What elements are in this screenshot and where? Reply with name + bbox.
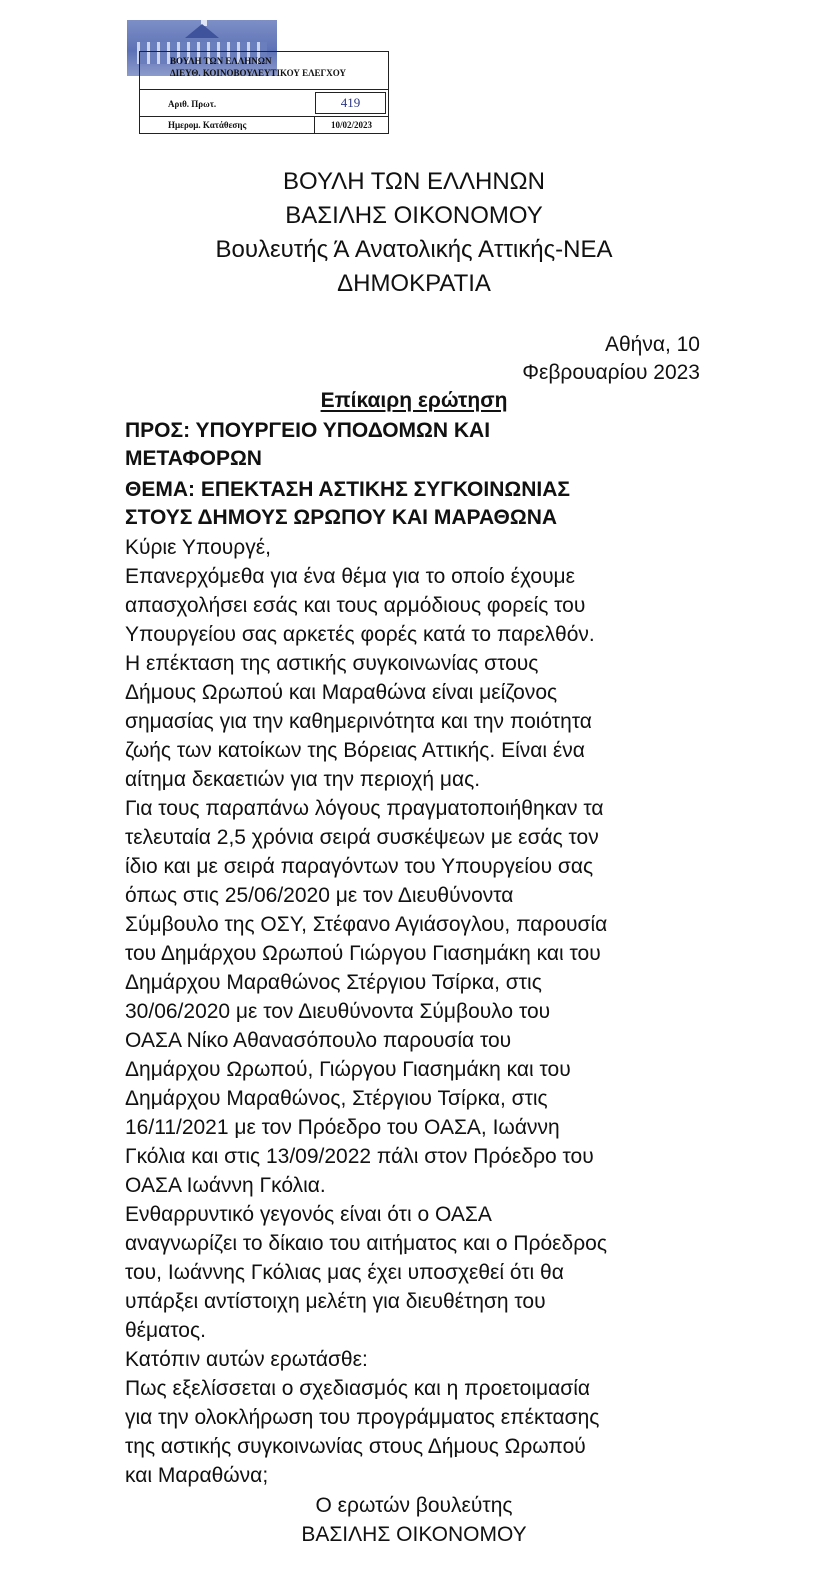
body-line: ζωής των κατοίκων της Βόρειας Αττικής. Είναι ένα bbox=[125, 739, 585, 762]
body-line: του Δημάρχου Ωρωπού Γιώργου Γιασημάκη και του bbox=[125, 942, 601, 965]
body-line: Υπουργείου σας αρκετές φορές κατά το παρελθόν. bbox=[125, 623, 595, 646]
question-line: Πως εξελίσσεται ο σχεδιασμός και η προετοιμασία bbox=[125, 1377, 591, 1400]
header-mp-name: ΒΑΣΙΛΗΣ ΟΙΚΟΝΟΜΟΥ bbox=[285, 202, 543, 229]
body-line: Η επέκταση της αστικής συγκοινωνίας στους bbox=[125, 652, 539, 675]
protocol-label: Αριθ. Πρωτ. bbox=[168, 99, 217, 109]
body-line: υπάρξει αντίστοιχη μελέτη για διευθέτηση του bbox=[125, 1290, 546, 1313]
stamp-header bbox=[140, 52, 388, 90]
body-line: ίδιο και με σειρά παραγόντων του Υπουργείου σας bbox=[125, 855, 594, 878]
body-line: ΟΑΣΑ Νίκο Αθανασόπουλο παρουσία του bbox=[125, 1029, 512, 1052]
body-line: Δημάρχου Μαραθώνος, Στέργιου Τσίρκα, στις bbox=[125, 1087, 548, 1110]
recipient-line: ΜΕΤΑΦΟΡΩΝ bbox=[125, 447, 262, 470]
date-label: Ημερομ. Κατάθεσης bbox=[168, 120, 247, 130]
body-line: Σύμβουλο της ΟΣΥ, Στέφανο Αγιάσογλου, παρουσία bbox=[125, 913, 608, 936]
submission-date: 10/02/2023 bbox=[330, 120, 372, 130]
stamp-protocol-row bbox=[140, 90, 388, 117]
header-party: ΔΗΜΟΚΡΑΤΙΑ bbox=[337, 270, 491, 297]
body-line: Γκόλια και στις 13/09/2022 πάλι στον Πρόεδρο του bbox=[125, 1145, 594, 1168]
header-constituency: Βουλευτής Ά Ανατολικής Αττικής-ΝΕΑ bbox=[215, 236, 613, 263]
body-line: 30/06/2020 με τον Διευθύνοντα Σύμβουλο του bbox=[125, 1000, 551, 1023]
body-line: τελευταία 2,5 χρόνια σειρά συσκέψεων με εσάς τον bbox=[125, 826, 599, 849]
stamp-date-row bbox=[140, 117, 388, 133]
question-line: και Μαραθώνα; bbox=[125, 1464, 269, 1487]
body-line: 16/11/2021 με τον Πρόεδρο του ΟΑΣΑ, Ιωάννη bbox=[125, 1116, 560, 1139]
body-line: Ενθαρρυντικό γεγονός είναι ότι ο ΟΑΣΑ bbox=[125, 1203, 492, 1226]
subject-line: ΣΤΟΥΣ ΔΗΜΟΥΣ ΩΡΩΠΟΥ ΚΑΙ ΜΑΡΑΘΩΝΑ bbox=[125, 506, 558, 529]
recipient-line: ΠΡΟΣ: ΥΠΟΥΡΓΕΙΟ ΥΠΟΔΟΜΩΝ ΚΑΙ bbox=[125, 419, 491, 442]
body-line: ΟΑΣΑ Ιωάννη Γκόλια. bbox=[125, 1174, 326, 1197]
body-line: Δημάρχου Ωρωπού, Γιώργου Γιασημάκη και του bbox=[125, 1058, 571, 1081]
body-line: Δημάρχου Μαραθώνος Στέργιου Τσίρκα, στις bbox=[125, 971, 542, 994]
header-parliament: ΒΟΥΛΗ ΤΩΝ ΕΛΛΗΝΩΝ bbox=[283, 168, 545, 195]
stamp-org-line2: ΔΙΕΥΘ. ΚΟΙΝΟΒΟΥΛΕΥΤΙΚΟΥ ΕΛΕΓΧΟΥ bbox=[170, 68, 347, 78]
question-line: της αστικής συγκοινωνίας στους Δήμους Ωρωπού bbox=[125, 1435, 586, 1458]
question-line: για την ολοκλήρωση του προγράμματος επέκτασης bbox=[125, 1406, 600, 1429]
protocol-number: 419 bbox=[315, 92, 386, 114]
body-line: θέματος. bbox=[125, 1319, 206, 1342]
document-type: Επίκαιρη ερώτηση bbox=[320, 389, 508, 412]
body-line: αίτημα δεκαετιών για την περιοχή μας. bbox=[125, 768, 481, 791]
date-line2: Φεβρουαρίου 2023 bbox=[522, 361, 700, 384]
body-line: Δήμους Ωρωπού και Μαραθώνα είναι μείζονος bbox=[125, 681, 558, 704]
body-line: όπως στις 25/06/2020 με τον Διευθύνοντα bbox=[125, 884, 514, 907]
body-line: Για τους παραπάνω λόγους πραγματοποιήθηκαν τα bbox=[125, 797, 604, 820]
body-line: Κύριε Υπουργέ, bbox=[125, 536, 271, 559]
registration-stamp bbox=[139, 51, 389, 134]
subject-line: ΘΕΜΑ: ΕΠΕΚΤΑΣΗ ΑΣΤΙΚΗΣ ΣΥΓΚΟΙΝΩΝΙΑΣ bbox=[125, 478, 570, 501]
signature-role: Ο ερωτών βουλεύτης bbox=[315, 1494, 513, 1517]
stamp-org-line1: ΒΟΥΛΗ ΤΩΝ ΕΛΛΗΝΩΝ bbox=[170, 56, 272, 66]
body-line: Επανερχόμεθα για ένα θέμα για το οποίο έχουμε bbox=[125, 565, 576, 588]
body-line: του, Ιωάννης Γκόλιας μας έχει υποσχεθεί ότι θα bbox=[125, 1261, 564, 1284]
body-line: σημασίας για την καθημερινότητα και την ποιότητα bbox=[125, 710, 592, 733]
body-line: Κατόπιν αυτών ερωτάσθε: bbox=[125, 1348, 368, 1371]
pediment-icon bbox=[185, 24, 219, 38]
signature-name: ΒΑΣΙΛΗΣ ΟΙΚΟΝΟΜΟΥ bbox=[301, 1523, 527, 1546]
body-line: αναγνωρίζει το δίκαιο του αιτήματος και ο Πρόεδρος bbox=[125, 1232, 607, 1255]
body-line: απασχολήσει εσάς και τους αρμόδιους φορείς του bbox=[125, 594, 586, 617]
date-line1: Αθήνα, 10 bbox=[604, 333, 700, 356]
